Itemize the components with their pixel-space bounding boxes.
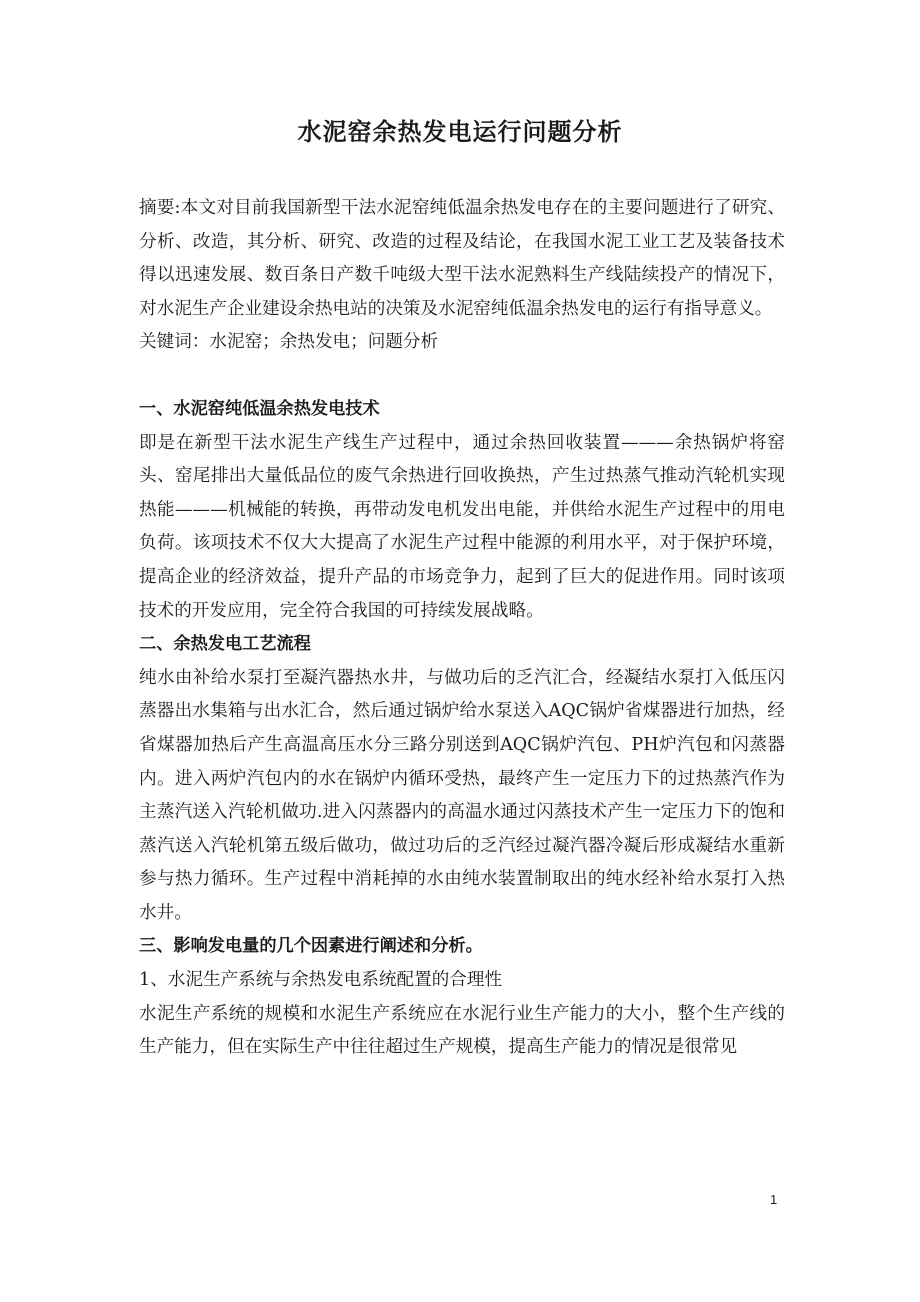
spacer	[139, 360, 785, 393]
page-number: 1	[770, 1192, 778, 1207]
section-heading-1: 一、水泥窑纯低温余热发电技术	[139, 398, 380, 419]
section-body-2: 纯水由补给水泵打至凝汽器热水井，与做功后的乏汽汇合，经凝结水泵打入低压闪蒸器出水集箱与出水汇合，然后通过锅炉给水泵送入AQC锅炉省煤器进行加热，经省煤器加热后产生高温高压水分三路分别送到AQC锅炉汽包、PH炉汽包和闪蒸器内。进入两炉汽包内的水在锅炉内循环受热，最终产生一定压力下的过热蒸汽作为主蒸汽送入汽轮机做功.进入闪蒸器内的高温水通过闪蒸技术产生一定压力下的饱和蒸汽送入汽轮机第五级后做功，做过功后的乏汽经过凝汽器冷凝后形成凝结水重新参与热力循环。生产过程中消耗掉的水由纯水装置制取出的纯水经补给水泵打入热水井。	[139, 667, 785, 923]
section-heading-3: 三、影响发电量的几个因素进行阐述和分析。	[139, 936, 483, 957]
section-heading-2: 二、余热发电工艺流程	[139, 634, 311, 655]
abstract-label: 摘要:	[139, 198, 181, 218]
abstract-text: 本文对目前我国新型干法水泥窑纯低温余热发电存在的主要问题进行了研究、分析、改造，其分析、研究、改造的过程及结论，在我国水泥工业工艺及装备技术得以迅速发展、数百条日产数千吨级大型干法水泥熟料生产线陆续投产的情况下，对水泥生产企业建设余热电站的决策及水泥窑纯低温余热发电的运行有指导意义。	[139, 198, 785, 319]
abstract-paragraph	[139, 192, 785, 326]
document-title: 水泥窑余热发电运行问题分析	[297, 118, 623, 146]
section-subheading-3-1: 1、水泥生产系统与余热发电系统配置的合理性	[139, 970, 503, 991]
section-body-3: 水泥生产系统的规模和水泥生产系统应在水泥行业生产能力的大小，整个生产线的生产能力，但在实际生产中往往超过生产规模，提高生产能力的情况是很常见	[139, 1003, 785, 1058]
document-body	[139, 192, 785, 1065]
section-body-1: 即是在新型干法水泥生产线生产过程中，通过余热回收装置———余热锅炉将窑头、窑尾排出大量低品位的废气余热进行回收换热，产生过热蒸气推动汽轮机实现热能———机械能的转换，再带动发电机发出电能，并供给水泥生产过程中的用电负荷。该项技术不仅大大提高了水泥生产过程中能源的利用水平，对于保护环境，提高企业的经济效益，提升产品的市场竞争力，起到了巨大的促进作用。同时该项技术的开发应用，完全符合我国的可持续发展战略。	[139, 432, 785, 621]
keywords: 关键词：水泥窑；余热发电；问题分析	[139, 332, 439, 353]
